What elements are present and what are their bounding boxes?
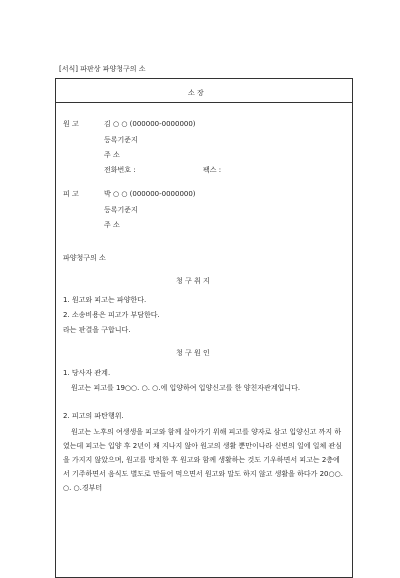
claim-reason-heading: 청 구 원 인 (176, 349, 210, 357)
reason-1-title: 1. 당사자 관계. (63, 369, 111, 377)
plaintiff-role: 원 고 (63, 120, 79, 128)
claim-purpose-item-1: 1. 원고와 피고는 파양한다. (63, 296, 147, 304)
defendant-role: 피 고 (63, 190, 79, 198)
reason-2-title: 2. 피고의 파탄행위. (63, 412, 124, 420)
defendant-address-label: 주 소 (104, 221, 120, 229)
claim-purpose-item-2: 2. 소송비용은 피고가 부담한다. (63, 311, 160, 319)
claim-purpose-heading: 청 구 취 지 (176, 277, 210, 285)
header-caption: [서식] 파판상 파양청구의 소 (59, 65, 146, 73)
reason-2-body: 원고는 노후의 여생생을 피고와 함께 살아가기 위해 피고를 양자로 삼고 입양신고 까지 하였는데 피고는 입양 후 2년이 채 지나지 않아 원고의 생활 뿐만이나라 신변의 일에 일체 관심을 가지지 않았으며, 원고를 방치한 후 원고와 함께 생활하는 것도 기우하면서 피고는 2층에서 기주하면서 음식도 별도로 만들어 먹으면서 원고와 말도 하지 않고 생활을 하다가 20○○. ○. ○.경부터 (63, 428, 343, 492)
plaintiff-domicile-label: 등록기준지 (104, 136, 138, 144)
title-divider (55, 102, 353, 103)
case-name: 파양청구의 소 (63, 254, 106, 262)
plaintiff-phone-label: 전화번호 : (104, 166, 136, 174)
plaintiff-address-label: 주 소 (104, 151, 120, 159)
defendant-domicile-label: 등록기준지 (104, 206, 138, 214)
reason-1-body: 원고는 피고를 19○○. ○. ○.에 입양하여 입양신고를 한 양친자관계입니다. (71, 384, 301, 392)
plaintiff-name: 김 ○ ○ (000000-0000000) (104, 120, 196, 128)
defendant-name: 박 ○ ○ (000000-0000000) (104, 190, 196, 198)
document-title: 소 장 (188, 89, 204, 97)
plaintiff-fax-label: 팩스 : (203, 166, 222, 174)
claim-purpose-item-3: 라는 판결을 구합니다. (63, 326, 131, 334)
